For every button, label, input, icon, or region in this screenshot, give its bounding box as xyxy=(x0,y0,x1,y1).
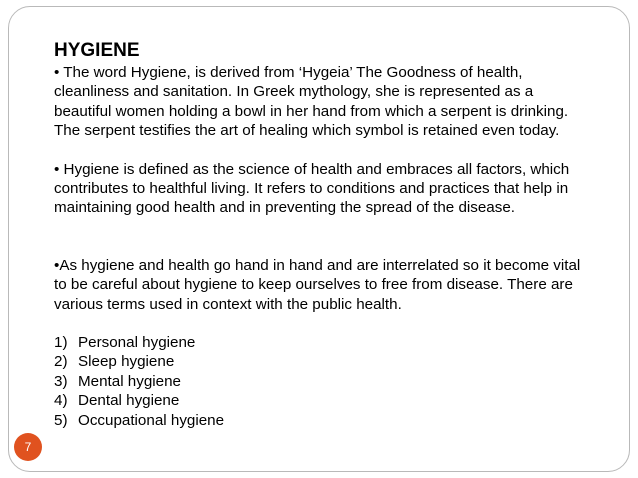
paragraph-definition: • Hygiene is defined as the science of health and embraces all factors, which contributes to healthful living. It refers to conditions and practices that help in maintaining good health and in preventing the spread of the disease. xyxy=(54,160,570,217)
list-item-label: Occupational hygiene xyxy=(78,411,225,429)
slide-content xyxy=(54,40,594,430)
page-number-badge: 7 xyxy=(14,433,42,461)
slide-title: HYGIENE xyxy=(54,40,140,61)
paragraph-origin: • The word Hygiene, is derived from ‘Hygeia’ The Goodness of health, cleanliness and sanitation. In Greek mythology, she is represented as a beautiful women holding a bowl in her hand from which a serpent is drinking. The serpent testifies the art of healing which symbol is retained even today. xyxy=(54,64,569,140)
list-item xyxy=(54,352,594,371)
list-item-label: Mental hygiene xyxy=(78,372,182,390)
list-item-number: 4) xyxy=(54,392,68,410)
paragraph-importance: •As hygiene and health go hand in hand and are interrelated so it become vital to be careful about hygiene to keep ourselves to free from disease. There are various terms used in context with the public health. xyxy=(54,256,581,313)
hygiene-types-list xyxy=(54,333,594,430)
list-item xyxy=(54,411,594,430)
list-item-label: Sleep hygiene xyxy=(78,353,175,371)
list-item-number: 3) xyxy=(54,372,68,390)
list-item xyxy=(54,372,594,391)
list-item-label: Dental hygiene xyxy=(78,392,180,410)
list-item xyxy=(54,333,594,352)
list-item-number: 5) xyxy=(54,411,68,429)
list-item xyxy=(54,391,594,410)
list-item-number: 2) xyxy=(54,353,68,371)
list-item-label: Personal hygiene xyxy=(78,334,196,352)
list-item-number: 1) xyxy=(54,334,68,352)
